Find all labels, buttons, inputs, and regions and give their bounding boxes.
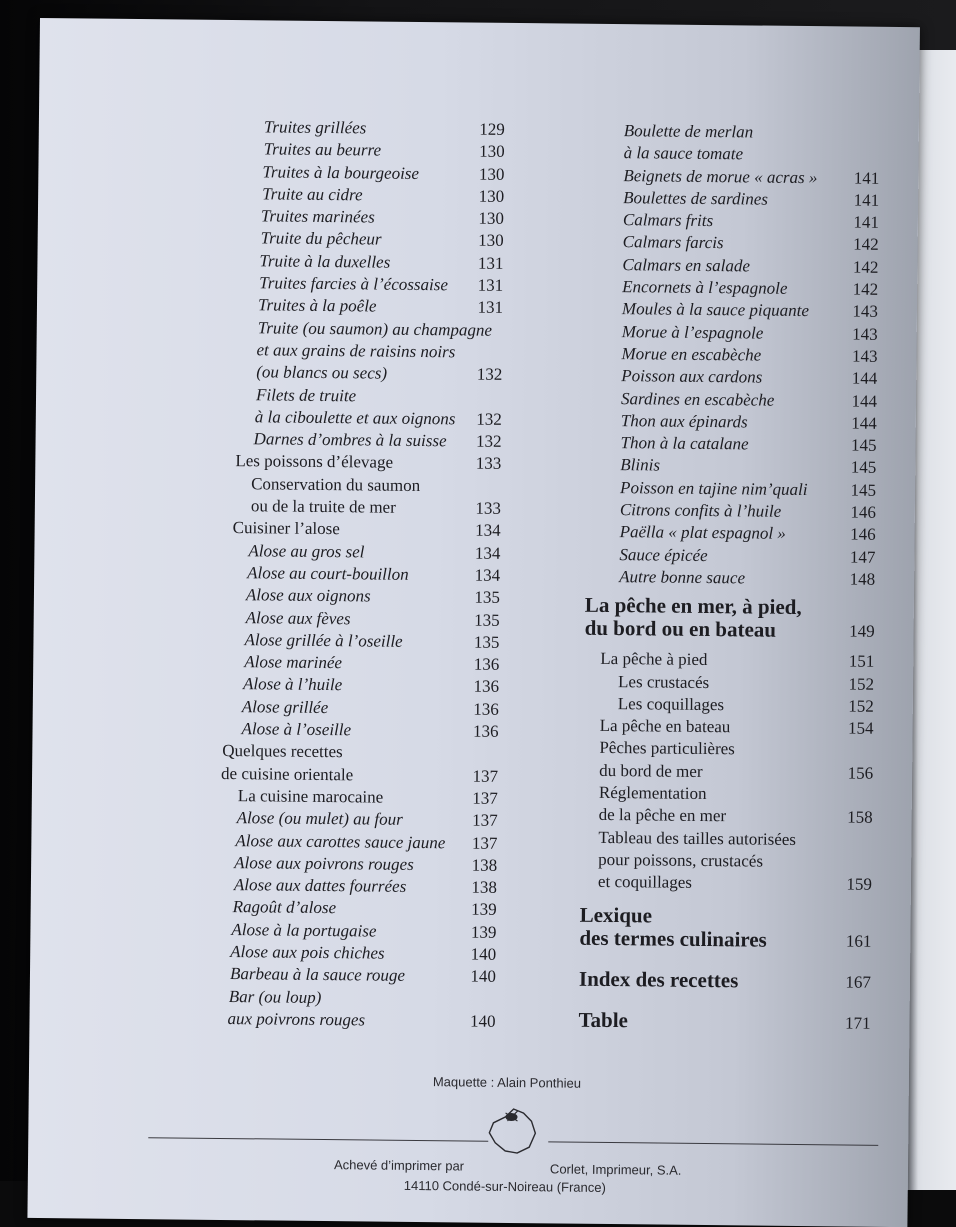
- entry-page-number: 133: [475, 454, 502, 474]
- entry-title: Alose à la portugaise: [231, 919, 377, 941]
- entry-title: Calmars farcis: [622, 232, 724, 253]
- entry-title: Truites à la bourgeoise: [262, 161, 420, 183]
- toc-entry: [185, 428, 501, 454]
- printer-name: Corlet, Imprimeur, S.A.: [549, 1161, 682, 1178]
- entry-title: Alose aux poivrons rouges: [234, 852, 414, 874]
- entry-title: aux poivrons rouges: [227, 1008, 366, 1030]
- toc-entry: [182, 784, 498, 810]
- entry-title: Les crustacés: [617, 671, 710, 692]
- entry-title: Tableau des tailles autorisées: [598, 827, 797, 849]
- section-heading: [539, 593, 875, 643]
- layout-credit: Maquette : Alain Ponthieu: [432, 1074, 582, 1091]
- toc-left-column: [179, 116, 505, 1033]
- entry-page-number: 159: [846, 874, 873, 894]
- toc-entry: [182, 718, 498, 744]
- entry-page-number: 129: [479, 119, 505, 139]
- entry-title: Thon à la catalane: [620, 433, 749, 454]
- entry-page-number: 136: [473, 654, 500, 674]
- toc-entry: [183, 651, 499, 677]
- toc-entry: [539, 565, 875, 591]
- entry-title: et coquillages: [597, 872, 693, 893]
- entry-title: Calmars frits: [622, 210, 714, 231]
- entry-title: Boulettes de sardines: [623, 188, 769, 209]
- section-heading-line: du bord ou en bateau: [584, 615, 777, 642]
- entry-page-number: 145: [850, 480, 877, 500]
- entry-page-number: 134: [474, 565, 501, 585]
- index-page-number: 167: [845, 971, 872, 992]
- entry-page-number: 147: [849, 547, 876, 567]
- entry-page-number: 136: [472, 721, 499, 741]
- entry-title: Morue en escabèche: [621, 344, 762, 365]
- entry-title: Réglementation: [598, 782, 707, 804]
- toc-entry: [180, 963, 496, 989]
- entry-title: Barbeau à la sauce rouge: [229, 964, 406, 986]
- entry-title: Morue à l’espagnole: [621, 321, 764, 343]
- entry-page-number: 138: [471, 877, 498, 897]
- entry-page-number: 152: [848, 696, 874, 716]
- entry-title: pour poissons, crustacés: [598, 849, 764, 871]
- entry-title: Alose (ou mulet) au four: [236, 808, 403, 830]
- entry-page-number: 143: [852, 324, 878, 344]
- entry-page-number: 130: [478, 231, 504, 251]
- entry-page-number: 152: [848, 674, 875, 694]
- entry-title: Poisson aux cardons: [621, 366, 763, 387]
- entry-page-number: 158: [847, 807, 873, 828]
- toc-entry: [183, 695, 499, 721]
- table-heading: [534, 1008, 870, 1035]
- toc-entry: [188, 160, 504, 186]
- entry-title: Alose grillée à l’oseille: [244, 630, 403, 651]
- toc-entry: [180, 985, 496, 1011]
- toc-entry: [182, 740, 498, 766]
- entry-page-number: 145: [850, 457, 877, 478]
- entry-page-number: 133: [475, 498, 501, 518]
- entry-title: Truites marinées: [260, 206, 375, 227]
- toc-entry: [181, 874, 497, 900]
- toc-entry: [185, 450, 501, 476]
- entry-page-number: 145: [850, 435, 877, 455]
- entry-page-number: 132: [476, 364, 503, 385]
- toc-entry: [182, 762, 498, 788]
- entry-title: Les coquillages: [617, 693, 725, 715]
- toc-entry: [189, 138, 505, 164]
- entry-title: Truite (ou saumon) au champagne: [257, 317, 493, 340]
- entry-page-number: 148: [849, 569, 876, 589]
- entry-page-number: 144: [851, 413, 877, 433]
- entry-title: (ou blancs ou secs): [256, 362, 388, 383]
- entry-title: Alose aux oignons: [245, 585, 371, 606]
- entry-title: Alose au court-bouillon: [247, 563, 409, 584]
- entry-page-number: 143: [851, 346, 878, 366]
- entry-title: Boulette de merlan: [623, 121, 754, 142]
- entry-title: Bar (ou loup): [228, 986, 322, 1007]
- entry-page-number: 131: [477, 275, 504, 295]
- entry-title: Poisson en tajine nim’quali: [620, 477, 808, 499]
- toc-entry: [184, 561, 500, 587]
- entry-page-number: 134: [474, 543, 501, 563]
- entry-title: Alose aux fèves: [245, 607, 351, 628]
- entry-title: et aux grains de raisins noirs: [256, 340, 456, 362]
- entry-title: de la pêche en mer: [598, 805, 727, 826]
- entry-page-number: 143: [852, 301, 879, 322]
- toc-entry: [188, 227, 504, 253]
- entry-page-number: 130: [479, 141, 505, 162]
- entry-page-number: 151: [848, 651, 875, 672]
- section-page-number: 149: [849, 621, 875, 642]
- entry-page-number: 130: [478, 186, 505, 206]
- entry-page-number: 144: [851, 368, 878, 389]
- entry-page-number: 137: [472, 788, 498, 808]
- entry-page-number: 132: [475, 431, 502, 452]
- entry-title: Alose à l’huile: [242, 674, 343, 695]
- entry-title: La pêche en bateau: [599, 716, 731, 737]
- entry-title: Alose grillée: [241, 696, 329, 717]
- entry-title: Darnes d’ombres à la suisse: [253, 429, 447, 451]
- toc-entry: [182, 807, 498, 833]
- entry-title: Moules à la sauce piquante: [621, 299, 810, 321]
- entry-title: Alose aux dattes fourrées: [233, 875, 407, 896]
- toc-entry: [185, 517, 501, 543]
- entry-title: Alose au gros sel: [248, 540, 365, 562]
- table-title: Table: [578, 1007, 629, 1032]
- entry-page-number: 144: [851, 391, 878, 411]
- entry-title: à la sauce tomate: [623, 143, 744, 164]
- lexique-line1: Lexique: [579, 902, 653, 927]
- toc-right-column: [534, 119, 880, 1034]
- entry-title: La pêche à pied: [600, 649, 708, 670]
- entry-title: Alose à l’oseille: [241, 719, 352, 740]
- printed-by-label: Achevé d’imprimer par: [333, 1157, 465, 1174]
- entry-page-number: 137: [472, 810, 498, 831]
- toc-entry: [186, 405, 502, 431]
- toc-entry: [187, 272, 503, 298]
- entry-page-number: 137: [472, 766, 499, 786]
- entry-page-number: 142: [853, 235, 879, 255]
- entry-page-number: 139: [471, 899, 497, 920]
- entry-page-number: 140: [470, 966, 497, 987]
- entry-page-number: 141: [853, 212, 880, 232]
- entry-title: de cuisine orientale: [221, 763, 354, 784]
- entry-page-number: 130: [478, 164, 505, 184]
- entry-title: Alose marinée: [244, 652, 343, 673]
- lexique-page-number: 161: [845, 930, 872, 951]
- entry-page-number: 135: [473, 632, 500, 652]
- toc-entry: [181, 851, 497, 877]
- entry-title: Citrons confits à l’huile: [619, 500, 782, 521]
- entry-title: à la ciboulette et aux oignons: [254, 407, 456, 429]
- toc-entry: [188, 182, 504, 208]
- entry-page-number: 139: [470, 922, 497, 942]
- toc-entry: [185, 472, 501, 498]
- toc-entry: [184, 606, 500, 632]
- entry-title: Encornets à l’espagnole: [622, 277, 788, 298]
- toc-entry: [183, 673, 499, 699]
- toc-entry: [183, 628, 499, 654]
- entry-title: Pêches particulières: [599, 738, 735, 759]
- france-map-emblem: [483, 1103, 544, 1160]
- toc-entry: [185, 495, 501, 521]
- entry-title: Autre bonne sauce: [619, 567, 746, 588]
- toc-entry: [179, 1007, 495, 1033]
- entry-title: Quelques recettes: [222, 741, 343, 762]
- entry-page-number: 137: [471, 833, 498, 853]
- entry-title: Blinis: [620, 455, 661, 475]
- entry-page-number: 156: [847, 763, 874, 783]
- entry-page-number: 132: [476, 409, 502, 429]
- toc-entry: [181, 896, 497, 922]
- toc-entry: [180, 941, 496, 967]
- entry-page-number: 136: [473, 699, 499, 719]
- index-heading: [535, 967, 871, 994]
- entry-page-number: 146: [850, 524, 876, 545]
- entry-title: Paëlla « plat espagnol »: [619, 522, 786, 544]
- printer-address: 14110 Condé-sur-Noireau (France): [403, 1177, 606, 1195]
- entry-title: Alose aux carottes sauce jaune: [235, 830, 446, 852]
- book-page: [27, 18, 920, 1227]
- entry-page-number: 130: [478, 208, 505, 229]
- entry-title: Thon aux épinards: [620, 410, 748, 432]
- entry-title: La cuisine marocaine: [237, 786, 384, 807]
- entry-page-number: 135: [474, 610, 500, 630]
- entry-title: Alose aux pois chiches: [230, 942, 385, 963]
- entry-title: Sardines en escabèche: [620, 388, 775, 410]
- entry-title: Truites au beurre: [263, 139, 382, 160]
- toc-entry: [186, 383, 502, 409]
- entry-page-number: 141: [853, 190, 880, 210]
- entry-page-number: 131: [477, 253, 504, 273]
- toc-entry: [186, 361, 502, 387]
- table-page-number: 171: [844, 1012, 871, 1033]
- lexique-heading: [535, 903, 871, 953]
- section-heading-line: La pêche en mer, à pied,: [584, 592, 802, 620]
- toc-entry: [184, 539, 500, 565]
- entry-title: Beignets de morue « acras »: [623, 165, 818, 187]
- entry-title: du bord de mer: [599, 760, 703, 781]
- entry-title: Les poissons d’élevage: [235, 451, 394, 473]
- footer-rule-left: [148, 1137, 488, 1142]
- toc-entry: [186, 339, 502, 365]
- entry-title: ou de la truite de mer: [250, 496, 396, 517]
- toc-entry: [181, 829, 497, 855]
- entry-title: Cuisiner l’alose: [232, 518, 340, 539]
- entry-page-number: 138: [471, 855, 498, 875]
- entry-page-number: 134: [475, 520, 501, 541]
- toc-entry: [187, 294, 503, 320]
- entry-page-number: 136: [473, 676, 500, 697]
- toc-entry: [189, 116, 505, 142]
- toc-entry: [187, 316, 503, 342]
- entry-page-number: 154: [848, 718, 874, 738]
- entry-title: Conservation du saumon: [251, 473, 421, 495]
- entry-page-number: 142: [852, 257, 879, 277]
- toc-entry: [180, 918, 496, 944]
- entry-title: Filets de truite: [255, 384, 357, 405]
- entry-title: Truite du pêcheur: [260, 228, 382, 250]
- entry-page-number: 142: [852, 279, 879, 299]
- entry-page-number: 146: [850, 502, 876, 522]
- entry-page-number: 140: [469, 1011, 496, 1031]
- entry-page-number: 135: [474, 587, 501, 608]
- lexique-line2: des termes culinaires: [579, 925, 767, 952]
- index-title: Index des recettes: [578, 966, 739, 992]
- entry-page-number: 140: [470, 944, 497, 964]
- entry-title: Truites grillées: [263, 117, 367, 138]
- entry-page-number: 131: [477, 297, 504, 318]
- entry-title: Truites à la poêle: [257, 295, 377, 316]
- entry-title: Truites farcies à l’écossaise: [259, 273, 449, 295]
- entry-title: Truite au cidre: [262, 184, 363, 205]
- entry-page-number: 141: [853, 168, 880, 188]
- toc-entry: [184, 584, 500, 610]
- toc-entry: [536, 870, 872, 896]
- footer-rule-right: [548, 1141, 878, 1145]
- entry-title: Ragoût d’alose: [232, 897, 337, 918]
- entry-title: Truite à la duxelles: [259, 251, 391, 272]
- toc-entry: [187, 249, 503, 275]
- entry-title: Sauce épicée: [619, 544, 708, 565]
- entry-title: Calmars en salade: [622, 254, 751, 276]
- toc-entry: [188, 205, 504, 231]
